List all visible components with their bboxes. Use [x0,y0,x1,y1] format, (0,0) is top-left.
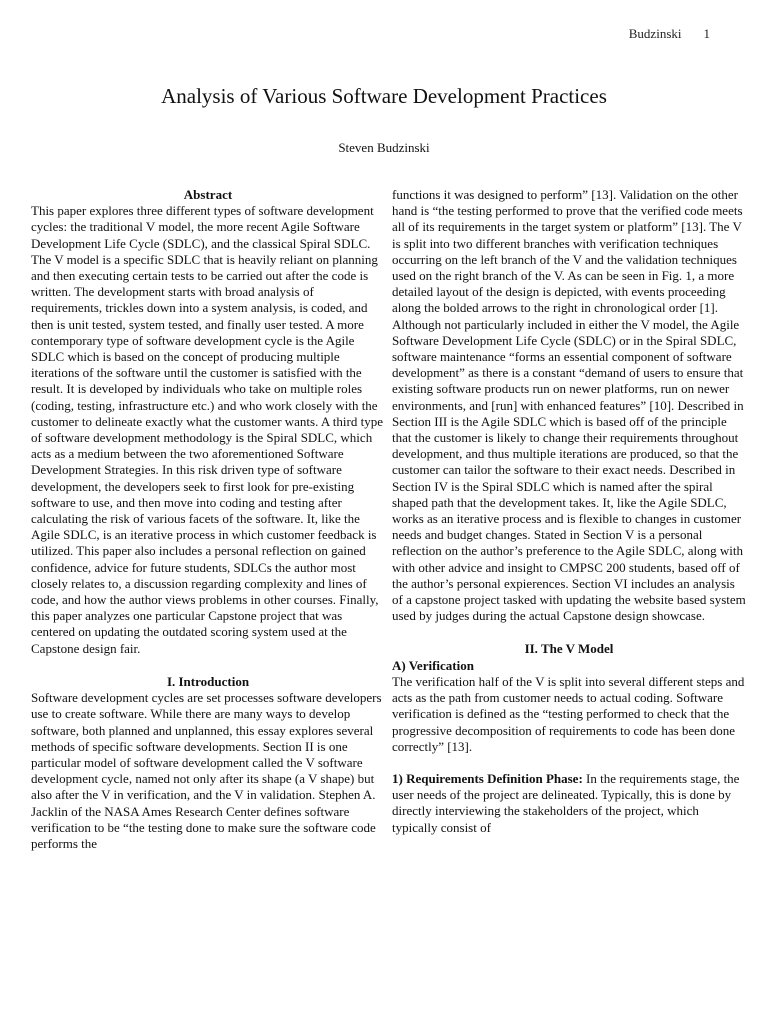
header-page-number: 1 [703,26,710,41]
verification-subheading: A) Verification [392,657,474,673]
left-column [31,187,385,852]
section2-heading: II. The V Model [524,641,614,657]
header-author-surname: Budzinski [628,26,682,41]
paragraph-spacer [392,755,746,771]
section-spacer [392,624,746,641]
requirements-phase-text: In the requirements stage, the user needs of the project are delineated. Typically, this is done by directly interviewing the stakeholders of the project, which typically consist of [392,770,740,835]
abstract-heading: Abstract [183,187,233,202]
running-header [629,26,710,42]
verification-text: The verification half of the V is split into several different steps and acts as the path from customer needs to actual coding. Software verification is defined as the “testing performed to check that the progressive decomposition of requirements to code has been done correctly” [13]. [392,673,745,754]
introduction-text: Software development cycles are set processes software developers use to create software. While there are many ways to develop software, both planned and unplanned, this essay explores several methods of specific software developments. Section II is one particular model of software development called the V software development cycle, named not only after its shape (a V shape) but also after the V in verification, and the V in validation. Stephen A. Jacklin of the NASA Ames Research Center defines software verification to be “the testing done to make sure the software code performs the [31,690,382,851]
requirements-phase-label: 1) Requirements Definition Phase: [392,770,583,786]
right-column [392,187,746,836]
introduction-heading: I. Introduction [166,673,250,689]
paper-title: Analysis of Various Software Development Practices [161,84,607,108]
abstract-text: This paper explores three different types of software development cycles: the traditional V model, the more recent Agile Software Development Life Cycle (SDLC), and the classical Spiral SDLC. The V model is a specific SDLC that is heavily reliant on planning and then executing certain tests to be carried out after the code is written. The development starts with broad analysis of requirements, trickles down into a system analysis, is coded, and then is unit tested, system tested, and finally user tested. A more contemporary type of software development cycle is the Agile SDLC which is based on the concept of producing multiple iterations of the software until the customer is satisfied with the result. It is developed by individuals who take on multiple roles (coding, testing, infrastructure etc.) and who work closely with the customer to delineate exactly what the customer wants. A third type of software development methodology is the Spiral SDLC, which acts as a medium between the two aforementioned Software Development Strategies. In this risk driven type of software development, the developers seek to first look for pre-existing software to use, and then move into coding and testing after calculating the risk of various facets of the software. It, like the Agile SDLC, is an iterative process in which customer feedback is utilized. This paper also includes a personal reflection on gained confidence, advice for future students, SDLCs the author most closely relates to, a discussion regarding complexity and lines of code, and how the author views problems in other courses. Finally, this paper analyzes one particular Capstone project that was centered on updating the outdated scoring system used at the Capstone design fair. [31,203,383,656]
paper-author: Steven Budzinski [338,140,430,155]
section-spacer [31,657,385,674]
requirements-phase-paragraph [392,771,746,836]
introduction-continuation: functions it was designed to perform” [13]. Validation on the other hand is “the testing performed to prove that the verified code meets all of its requirements in the target system or platform” [13]. The V is split into two different branches with verification techniques occurring on the left branch of the V and the validation techniques used on the right branch of the V. As can be seen in Fig. 1, a more detailed layout of the design is depicted, with events proceeding along the bolded arrows to the right in chronological order [1]. Although not particularly included in either the V model, the Agile Software Development Life Cycle (SDLC) or in the Spiral SDLC, software maintenance “forms an essential component of software development” as there is a constant “demand of users to ensure that existing software products run on newer platforms, run on newer environments, and [run] with enhanced features” [10]. Described in Section III is the Agile SDLC which is based off of the principle that the customer is likely to change their requirements throughout development, and thus multiple iterations are produced, so that the customer can tailor the software to their exact needs. Described in Section IV is the Spiral SDLC which is named after the spiral shaped path that the development takes. It, like the Agile SDLC, works as an iterative process and is flexible to changes in customer needs and budget changes. Stated in Section V is a personal reflection on the author’s preference to the Agile SDLC, along with with other advice and insight to CMPSC 200 students, based off of the author’s personal expierences. Section VI includes an analysis of a capstone project tasked with updating the website based system used by judges during the actual Capstone design showcase. [392,187,746,624]
